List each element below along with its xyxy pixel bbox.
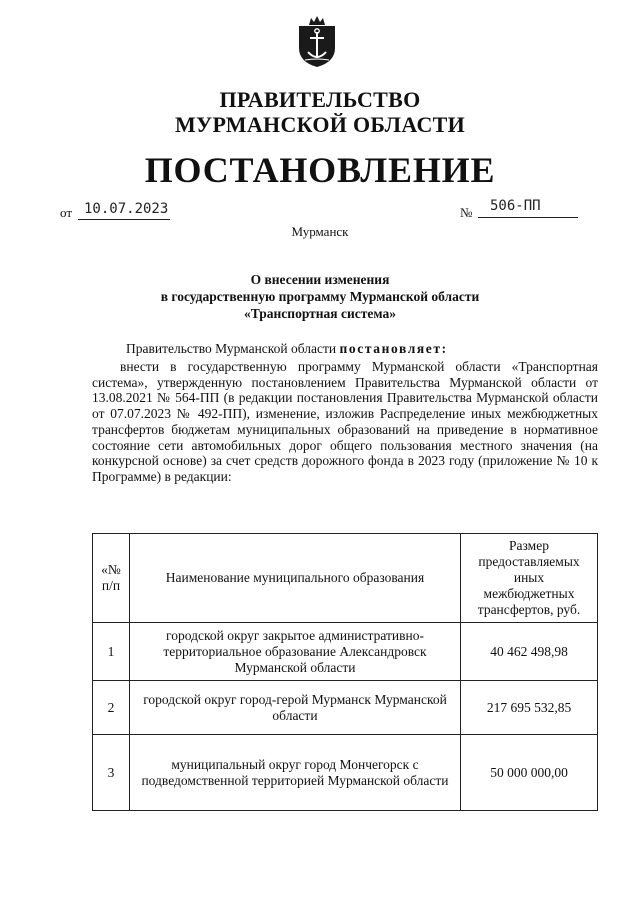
main-paragraph: внести в государственную программу Мурманской области «Транспортная система», утвержденную постановлением Правительства Мурманской области от 13.08.2021 № 564-ПП (в редакции постановления Правительства Мурманской области от 07.07.2023 № 492-ПП), изменение, изложив Распределение иных межбюджетных трансфертов бюджетам муниципальных образований на приведение в нормативное состояние сети автомобильных дорог общего пользования местного значения (на конкурсной основе) за счет средств дорожного фонда в 2023 году (приложение № 10 к Программе) в редакции: bbox=[92, 359, 598, 484]
header-num: «№ п/п bbox=[93, 534, 130, 623]
header-amount: Размер предоставляемых иных межбюджетных трансфертов, руб. bbox=[461, 534, 598, 623]
allocation-table bbox=[92, 533, 598, 811]
org-title-line2: МУРМАНСКОЙ ОБЛАСТИ bbox=[174, 112, 466, 137]
coat-of-arms-icon bbox=[295, 14, 339, 68]
row-amount: 40 462 498,98 bbox=[461, 623, 598, 681]
table-row bbox=[93, 623, 598, 681]
document-date: 10.07.2023 bbox=[84, 201, 169, 217]
subject-line2: в государственную программу Мурманской области bbox=[160, 289, 480, 304]
date-prefix: от bbox=[60, 205, 73, 220]
row-amount: 217 695 532,85 bbox=[461, 681, 598, 735]
table-row bbox=[93, 681, 598, 735]
document-subject bbox=[0, 271, 640, 322]
document-number: 506-ПП bbox=[490, 198, 541, 214]
table-row bbox=[93, 735, 598, 811]
row-num: 3 bbox=[93, 735, 130, 811]
row-name: городской округ город-герой Мурманск Мурманской области bbox=[130, 681, 461, 735]
org-title-line1: ПРАВИТЕЛЬСТВО bbox=[219, 87, 421, 112]
intro-resolves: постановляет: bbox=[339, 341, 448, 356]
row-name: муниципальный округ город Мончегорск с подведомственной территорией Мурманской области bbox=[130, 735, 461, 811]
date-underline bbox=[78, 219, 170, 220]
number-underline bbox=[478, 217, 578, 218]
intro-text: Правительство Мурманской области bbox=[126, 341, 340, 356]
intro-paragraph bbox=[92, 341, 598, 357]
number-prefix: № bbox=[460, 205, 473, 220]
city: Мурманск bbox=[291, 224, 349, 239]
subject-line1: О внесении изменения bbox=[250, 272, 390, 287]
row-num: 2 bbox=[93, 681, 130, 735]
row-name: городской округ закрытое административно-территориальное образование Александровск Мурманской области bbox=[130, 623, 461, 681]
header-name: Наименование муниципального образования bbox=[130, 534, 461, 623]
row-amount: 50 000 000,00 bbox=[461, 735, 598, 811]
row-num: 1 bbox=[93, 623, 130, 681]
table-header-row bbox=[93, 534, 598, 623]
subject-line3: «Транспортная система» bbox=[244, 306, 396, 321]
document-type-title: ПОСТАНОВЛЕНИЕ bbox=[144, 150, 496, 190]
